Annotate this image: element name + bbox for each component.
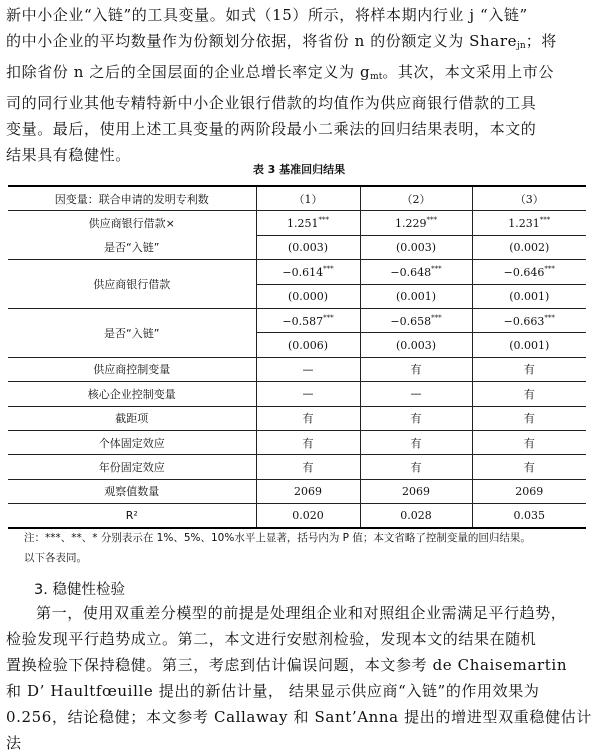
cell-value: 有 — [410, 412, 422, 426]
cell-value: 0.035 — [513, 509, 545, 523]
cell-value: 有 — [523, 387, 535, 401]
row-label-line: 是否“入链” — [104, 241, 160, 255]
table-row — [8, 357, 586, 381]
cell-col-1 — [256, 382, 360, 406]
cell-col-3 — [472, 357, 586, 381]
table-row — [8, 308, 586, 332]
table-row — [8, 479, 586, 503]
cell-col-3 — [472, 333, 586, 357]
intro-line-1: 新中小企业“入链”的工具变量。如式（15）所示，将样本期内行业 j “入链” — [6, 6, 528, 24]
cell-value: −0.658 — [390, 314, 432, 328]
cell-col-2 — [360, 260, 472, 284]
cell-value: 0.028 — [400, 509, 432, 523]
cell-value: 有 — [523, 436, 535, 450]
cell-value: −0.663 — [503, 314, 545, 328]
dependent-variable-label: 因变量：联合申请的发明专利数 — [8, 186, 256, 211]
cell-col-2 — [360, 479, 472, 503]
cell-value: (0.006) — [287, 338, 329, 352]
robust-line-4: 和 D’ Haultfœuille 提出的新估计量， 结果显示供应商“入链”的作用效果为 — [6, 682, 540, 700]
cell-col-1 — [256, 211, 360, 235]
significance-stars: *** — [539, 216, 551, 225]
table-row — [8, 455, 586, 479]
cell-value: 有 — [410, 363, 422, 377]
cell-col-1 — [256, 333, 360, 357]
cell-value: −0.648 — [390, 265, 432, 279]
row-label: 核心企业控制变量 — [8, 382, 256, 406]
cell-col-2 — [360, 211, 472, 235]
cell-value: — — [410, 387, 422, 401]
cell-col-2 — [360, 406, 472, 430]
intro-line-5: 变量。最后，使用上述工具变量的两阶段最小二乘法的回归结果表明，本文的 — [6, 120, 537, 138]
cell-value: 1.231 — [508, 217, 540, 231]
cell-value: 2069 — [294, 484, 322, 498]
cell-col-3 — [472, 455, 586, 479]
intro-line-3-end: 。其次，本文采用上市公 — [382, 63, 554, 81]
column-header-3: （3） — [472, 186, 586, 211]
table-header-row — [8, 186, 586, 211]
cell-col-1 — [256, 479, 360, 503]
cell-value: 有 — [410, 460, 422, 474]
cell-value: (0.002) — [509, 240, 550, 254]
cell-col-1 — [256, 357, 360, 381]
row-label: 截距项 — [8, 406, 256, 430]
cell-value: 有 — [523, 363, 535, 377]
significance-stars: *** — [544, 313, 555, 322]
significance-stars: *** — [431, 264, 442, 273]
row-label: 观察值数量 — [8, 479, 256, 503]
cell-value: 1.229 — [395, 217, 427, 231]
cell-col-1 — [256, 235, 360, 259]
cell-col-3 — [472, 235, 586, 259]
intro-line-3-text: 扣除省份 n 之后的全国层面的企业总增长率定义为 g — [6, 63, 371, 81]
robust-line-3: 置换检验下保持稳健。第三，考虑到估计偏误问题，本文参考 de Chaisemartin — [6, 656, 568, 674]
cell-col-2 — [360, 504, 472, 529]
regression-table — [8, 185, 586, 529]
table-row — [8, 430, 586, 454]
cell-value: — — [302, 387, 314, 401]
row-label: 供应商银行借款 — [8, 260, 256, 309]
cell-col-1 — [256, 406, 360, 430]
significance-stars: *** — [544, 264, 555, 273]
robust-line-2: 检验发现平行趋势成立。第二，本文进行安慰剂检验，发现本文的结果在随机 — [6, 630, 537, 648]
intro-line-2-end: ；将 — [525, 32, 557, 50]
cell-col-2 — [360, 308, 472, 332]
cell-value: (0.001) — [395, 289, 437, 303]
cell-value: −0.614 — [282, 265, 324, 279]
cell-col-3 — [472, 504, 586, 529]
cell-value: 有 — [410, 436, 422, 450]
cell-col-2 — [360, 382, 472, 406]
column-header-2: （2） — [360, 186, 472, 211]
cell-col-1 — [256, 284, 360, 308]
column-header-1: （1） — [256, 186, 360, 211]
row-label-line: 供应商银行借款× — [88, 217, 175, 231]
significance-stars: *** — [426, 216, 437, 225]
cell-col-3 — [472, 284, 586, 308]
cell-value: (0.003) — [395, 240, 437, 254]
intro-line-6: 结果具有稳健性。 — [6, 146, 131, 164]
row-label — [8, 211, 256, 260]
cell-value: 2069 — [402, 484, 430, 498]
cell-value: 有 — [302, 412, 314, 426]
significance-stars: *** — [323, 264, 334, 273]
g-subscript: mt — [370, 72, 383, 82]
table-row — [8, 260, 586, 284]
cell-value: 1.251 — [287, 217, 319, 231]
cell-value: 有 — [302, 460, 314, 474]
table-note-line-2: 以下各表同。 — [24, 552, 87, 564]
table-row — [8, 382, 586, 406]
table-row — [8, 406, 586, 430]
cell-col-1 — [256, 308, 360, 332]
table-caption: 表 3 基准回归结果 — [252, 163, 346, 176]
section-heading: 3. 稳健性检验 — [34, 582, 125, 598]
cell-value: (0.003) — [287, 240, 329, 254]
table-row — [8, 504, 586, 529]
cell-value: (0.001) — [509, 289, 550, 303]
robust-line-5: 0.256，结论稳健；本文参考 Callaway 和 Sant’Anna 提出的增进型双重稳健估计法 — [6, 708, 592, 752]
row-label: R² — [8, 504, 256, 529]
cell-col-2 — [360, 235, 472, 259]
cell-value: −0.587 — [282, 314, 324, 328]
cell-col-2 — [360, 455, 472, 479]
cell-value: — — [302, 362, 314, 376]
row-label: 供应商控制变量 — [8, 357, 256, 381]
cell-value: (0.000) — [287, 289, 329, 303]
cell-col-1 — [256, 260, 360, 284]
intro-paragraph — [6, 2, 592, 168]
cell-value: (0.001) — [509, 338, 550, 352]
table-note — [24, 528, 590, 568]
cell-col-1 — [256, 455, 360, 479]
table-note-line-1: 注：***、**、* 分别表示在 1%、5%、10%水平上显著，括号内为 P 值；本文省略了控制变量的回归结果。 — [24, 532, 531, 544]
intro-line-2 — [6, 28, 592, 59]
cell-col-2 — [360, 430, 472, 454]
cell-value: (0.003) — [395, 338, 437, 352]
cell-col-2 — [360, 357, 472, 381]
cell-col-2 — [360, 284, 472, 308]
cell-col-1 — [256, 504, 360, 529]
cell-col-3 — [472, 430, 586, 454]
cell-col-3 — [472, 260, 586, 284]
row-label: 是否“入链” — [8, 308, 256, 357]
significance-stars: *** — [431, 313, 442, 322]
cell-col-3 — [472, 382, 586, 406]
significance-stars: *** — [323, 313, 334, 322]
robustness-paragraph — [6, 600, 592, 756]
cell-col-2 — [360, 333, 472, 357]
cell-col-3 — [472, 479, 586, 503]
cell-value: 0.020 — [292, 509, 324, 523]
intro-line-4: 司的同行业其他专精特新中小企业银行借款的均值作为供应商银行借款的工具 — [6, 94, 537, 112]
row-label: 年份固定效应 — [8, 455, 256, 479]
significance-stars: *** — [318, 216, 329, 225]
cell-col-3 — [472, 406, 586, 430]
row-label: 个体固定效应 — [8, 430, 256, 454]
cell-value: 有 — [523, 460, 535, 474]
cell-value: 有 — [302, 436, 314, 450]
cell-value: 有 — [523, 412, 535, 426]
intro-line-2-text: 的中小企业的平均数量作为份额划分依据，将省份 n 的份额定义为 Share — [6, 32, 518, 50]
table-row — [8, 211, 586, 235]
cell-value: −0.646 — [503, 265, 545, 279]
intro-line-3 — [6, 59, 592, 90]
robust-line-1: 第一，使用双重差分模型的前提是处理组企业和对照组企业需满足平行趋势， — [36, 604, 567, 622]
cell-col-3 — [472, 308, 586, 332]
cell-value: 2069 — [515, 484, 544, 498]
cell-col-3 — [472, 211, 586, 235]
share-subscript: jn — [517, 41, 526, 51]
cell-col-1 — [256, 430, 360, 454]
